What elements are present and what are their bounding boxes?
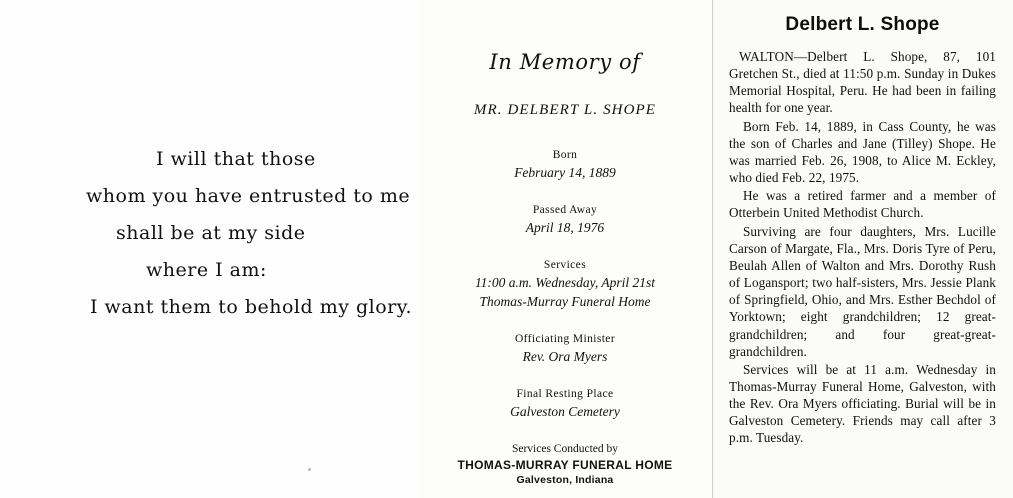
verse-line-3: shall be at my side [116,222,306,244]
verse-panel [0,0,420,498]
obituary-paragraph: Surviving are four daughters, Mrs. Lucille Carson of Margate, Fla., Mrs. Doris Tyre of Peru, Beulah Allen of Walton and Mrs. Dorothy Rush of Logansport; two half-sisters, Mrs. Jessie Plank of Springfield, Ohio, and Mrs. Esther Bechdol of Yorktown; eight grandchildren; 12 great-grandchildren; and four great-great-grandchildren. [729,223,996,359]
officiating-minister-name: Rev. Ora Myers [522,348,608,364]
services-conducted-label: Services Conducted by [511,443,619,456]
verse-line-4: where I am: [146,259,267,281]
funeral-home-city: Galveston, Indiana [516,474,614,487]
services-time: 11:00 a.m. Wednesday, April 21st [474,275,656,291]
born-label: Born [552,149,578,161]
verse-line-1: I will that those [156,148,316,170]
obituary-paragraph: He was a retired farmer and a member of Otterbein United Methodist Church. [729,188,996,221]
obituary-paragraph: Born Feb. 14, 1889, in Cass County, he was the son of Charles and Jane (Tilley) Shope. He was married Feb. 26, 1908, to Alice M. Eckley, who died Feb. 22, 1975. [729,118,996,186]
services-place: Thomas-Murray Funeral Home [479,293,651,309]
services-label: Services [543,259,587,272]
paper-speck [308,468,311,471]
obituary-headline: Delbert L. Shope [785,14,940,35]
scripture-verse [60,148,412,335]
born-date: February 14, 1889 [514,165,616,180]
final-resting-place-label: Final Resting Place [516,388,614,401]
memorial-card-panel [420,0,710,498]
obituary-paragraph: Services will be at 11 a.m. Wednesday in Thomas-Murray Funeral Home, Galveston, with the Rev. Ora Myers officiating. Burial will be in Galveston Cemetery. Friends may call after 3 p.m. Tuesday. [729,361,996,446]
passed-away-label: Passed Away [532,204,598,217]
verse-line-5: I want them to behold my glory. [90,296,412,318]
officiating-minister-label: Officiating Minister [514,332,616,345]
verse-line-2: whom you have entrusted to me [86,185,411,207]
deceased-name: MR. DELBERT L. SHOPE [473,102,657,118]
in-memory-of-heading: In Memory of [489,50,641,74]
funeral-home-name: THOMAS-MURRAY FUNERAL HOME [457,458,673,473]
obituary-clipping [712,0,1013,498]
passed-away-date: April 18, 1976 [525,220,605,236]
final-resting-place: Galveston Cemetery [510,404,620,420]
obituary-body [729,48,996,447]
obituary-paragraph: WALTON—Delbert L. Shope, 87, 101 Gretchen St., died at 11:50 p.m. Sunday in Dukes Memorial Hospital, Peru. He had been in failing health for one year. [729,49,996,116]
